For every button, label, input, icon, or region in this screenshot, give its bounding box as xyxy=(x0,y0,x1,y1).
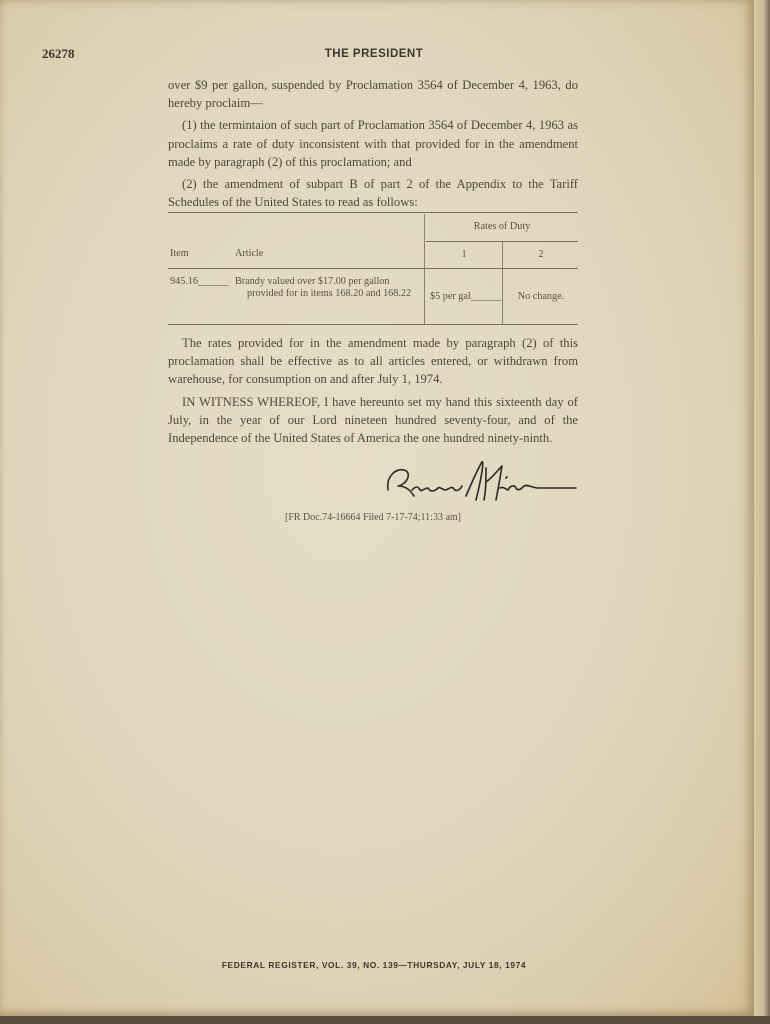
page-footer: FEDERAL REGISTER, VOL. 39, NO. 139—THURSDAY, JULY 18, 1974 xyxy=(221,960,527,970)
page-bottom-edge xyxy=(0,1016,770,1024)
fr-doc-note: [FR Doc.74-16664 Filed 7-17-74;11:33 am] xyxy=(284,512,461,523)
tariff-table xyxy=(168,212,578,326)
table-divider-cols xyxy=(502,242,503,324)
paragraph-witness: IN WITNESS WHEREOF, I have hereunto set my hand this sixteenth day of July, in the year of our Lord nineteen hundred seventy-four, and of the Independence of the United States of America the one hundred ninety-ninth. xyxy=(168,394,578,446)
page-number: 26278 xyxy=(42,46,75,61)
paragraph-effective-date: The rates provided for in the amendment made by paragraph (2) of this proclamation shall be effective as to all articles entered, or withdrawn from warehouse, for consumption on and after July 1, 1974. xyxy=(168,336,578,387)
column-header-article: Article xyxy=(235,248,264,259)
page-edge xyxy=(754,0,770,1024)
table-row-rate-1: $5 per gal______ xyxy=(430,291,502,302)
paragraph-1: (1) the termintaion of such part of Proclamation 3564 of December 4, 1963 as proclaims a rate of duty inconsistent with that provided for in the amendment made by paragraph (2) of this proclamation; and xyxy=(168,118,578,169)
table-row-article xyxy=(235,276,421,301)
table-top-rule xyxy=(168,212,578,213)
column-header-rate-2: 2 xyxy=(538,249,544,260)
signature xyxy=(382,456,582,510)
column-header-item: Item xyxy=(170,248,189,259)
running-head: THE PRESIDENT xyxy=(324,48,424,60)
paragraph-2: (2) the amendment of subpart B of part 2 of the Appendix to the Tariff Schedules of the United States to read as follows: xyxy=(168,177,578,210)
proclamation-body xyxy=(168,76,578,215)
article-line-2: provided for in items 168.20 and 168.22 xyxy=(247,288,412,300)
table-row-rate-2: No change. xyxy=(517,291,565,302)
table-header-rule xyxy=(168,268,578,269)
article-line-1: Brandy valued over $17.00 per gallon xyxy=(235,276,390,287)
column-header-rate-1: 1 xyxy=(461,249,467,260)
proclamation-closing xyxy=(168,334,578,451)
paragraph-intro: over $9 per gallon, suspended by Proclamation 3564 of December 4, 1963, do hereby proclaim— xyxy=(168,78,578,111)
table-bottom-rule xyxy=(168,324,578,325)
table-divider-rates xyxy=(424,214,425,324)
rates-of-duty-header: Rates of Duty xyxy=(473,221,531,232)
table-row-item: 945.16______ xyxy=(170,276,229,287)
